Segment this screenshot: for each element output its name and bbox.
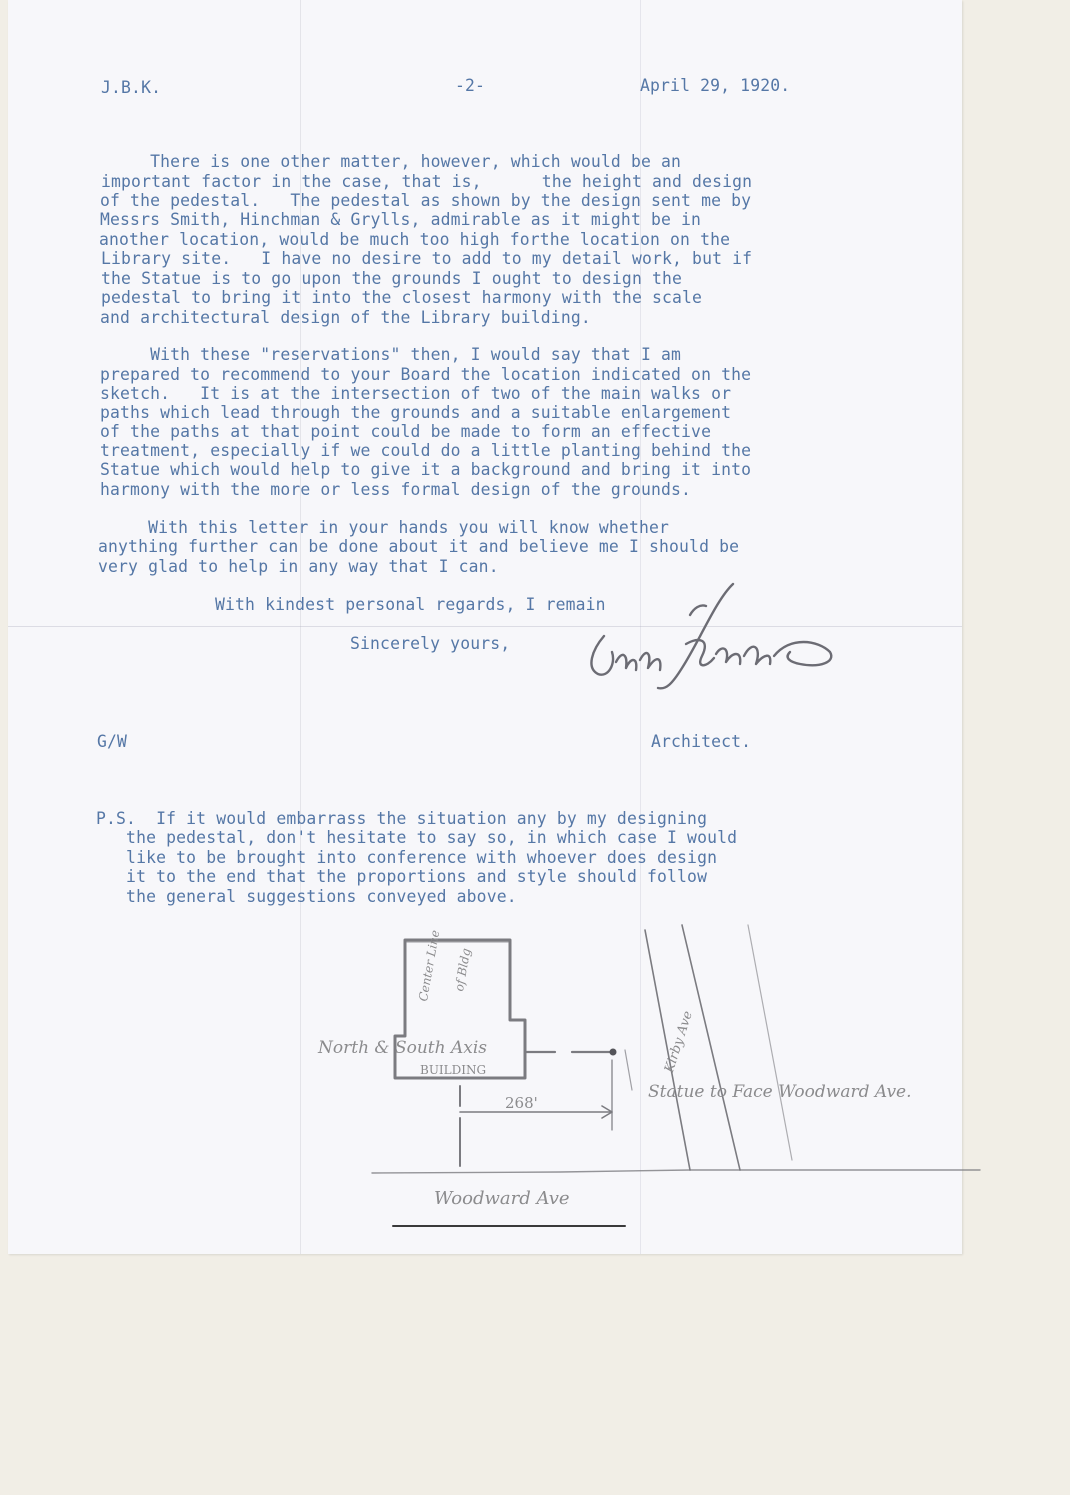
of-bldg-label: of Bldg [452,947,474,993]
text-line: treatment, especially if we could do a little planting behind the [100,441,752,460]
text-line: the Statue is to go upon the grounds I ought to design the [101,269,683,288]
axis-label: North & South Axis [318,1038,487,1058]
text-line: With these "reservations" then, I would say that I am [100,345,682,364]
text-line: the pedestal, don't hesitate to say so, in which case I would [96,828,738,847]
text-line: Library site. I have no desire to add to my detail work, but if [101,249,753,268]
text-line: harmony with the more or less formal design of the grounds. [100,480,692,499]
text-line: Messrs Smith, Hinchman & Grylls, admirable as it might be in [100,210,702,229]
text-line: it to the end that the proportions and style should follow [96,867,708,886]
building-label: BUILDING [420,1063,487,1077]
text-line: paths which lead through the grounds and a suitable enlargement [100,403,732,422]
text-line: another location, would be much too high forthe location on the [99,230,731,249]
text-line: With this letter in your hands you will know whether [98,518,670,537]
text-line: like to be brought into conference with whoever does design [96,848,718,867]
text-line: Statue which would help to give it a background and bring it into [100,460,752,479]
text-line: of the paths at that point could be made to form an effective [100,422,712,441]
kirby-ave-label: Kirby Ave [662,1009,696,1075]
closing-regards: With kindest personal regards, I remain [215,595,606,614]
letter-date: April 29, 1920. [640,76,791,95]
signer-title: Architect. [651,732,752,751]
page-number: -2- [455,76,486,95]
text-line: There is one other matter, however, which would be an [100,152,682,171]
text-line: prepared to recommend to your Board the location indicated on the [100,365,752,384]
header-initials: J.B.K. [101,78,162,97]
center-line-label: Center Line [416,928,443,1003]
text-line: P.S. If it would embarrass the situation any by my designing [96,809,708,828]
sign-off: Sincerely yours, [350,634,511,653]
paper-fold-line [8,626,962,627]
text-line: very glad to help in any way that I can. [98,557,499,576]
typist-initials: G/W [97,732,128,751]
text-line: sketch. It is at the intersection of two of the main walks or [100,384,732,403]
text-line: of the pedestal. The pedestal as shown by the design sent me by [100,191,752,210]
statue-note: Statue to Face Woodward Ave. [648,1082,912,1102]
text-line: pedestal to bring it into the closest harmony with the scale [101,288,703,307]
text-line: important factor in the case, that is, the height and design [101,172,753,191]
distance-label: 268' [505,1094,538,1112]
woodward-ave-label: Woodward Ave [434,1188,570,1209]
text-line: anything further can be done about it and believe me I should be [98,537,740,556]
text-line: and architectural design of the Library building. [100,308,591,327]
text-line: the general suggestions conveyed above. [96,887,517,906]
